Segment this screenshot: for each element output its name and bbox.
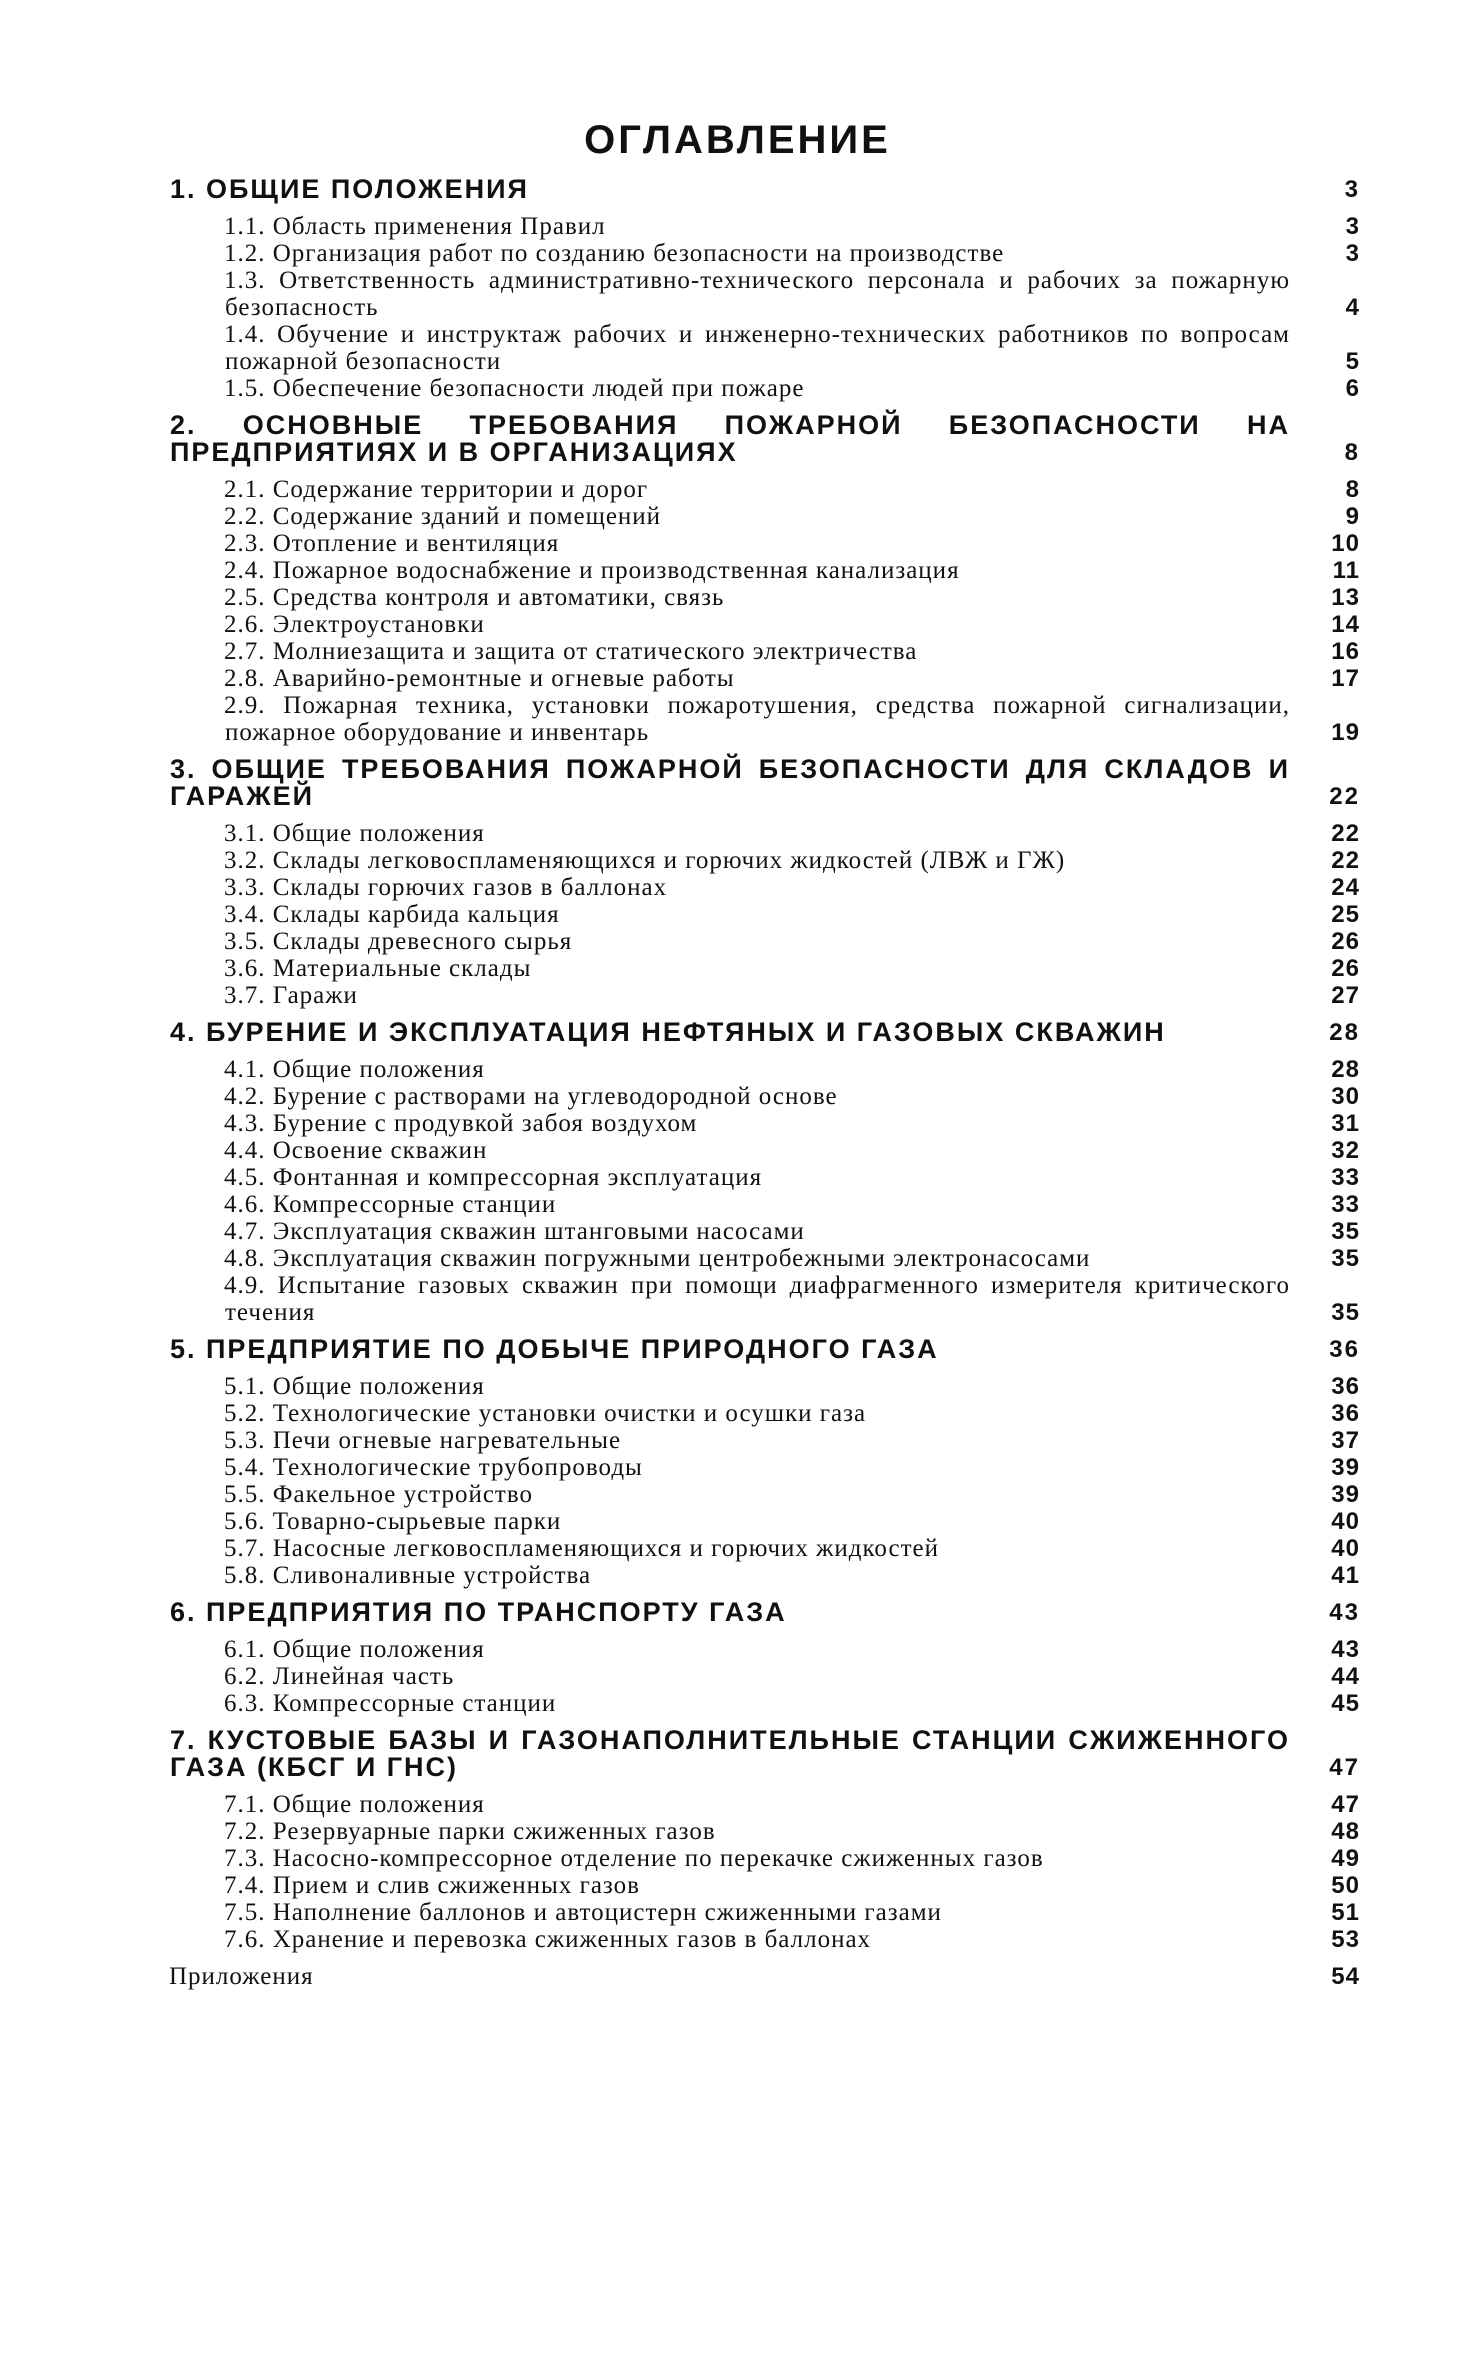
toc-entry-text: 2.9. Пожарная техника, установки пожаротушения, средства пожарной сигнализации, пожарное оборудование и инвентарь <box>224 692 1290 746</box>
toc-entry-text: 2.2. Содержание зданий и помещений <box>224 503 662 530</box>
toc-entry <box>170 584 1360 611</box>
toc-entry <box>170 1845 1360 1872</box>
toc-entry-page: 4 <box>1345 294 1360 321</box>
section-page-number: 47 <box>1329 1754 1360 1781</box>
toc-entry-text: 2.1. Содержание территории и дорог <box>224 476 649 503</box>
toc-entry <box>170 476 1360 503</box>
toc-entry-text: 4.3. Бурение с продувкой забоя воздухом <box>224 1110 698 1137</box>
toc-entry-text: 1.4. Обучение и инструктаж рабочих и инженерно-технических работников по вопросам пожарной безопасности <box>224 321 1290 375</box>
section-page-number: 36 <box>1329 1336 1360 1363</box>
toc-entry <box>170 611 1360 638</box>
toc-entry <box>170 847 1360 874</box>
toc-entry-text: 5.8. Сливоналивные устройства <box>224 1562 592 1589</box>
toc-entry <box>170 874 1360 901</box>
toc-entry-page: 35 <box>1331 1218 1360 1245</box>
toc-entry-page: 28 <box>1331 1056 1360 1083</box>
toc-section <box>170 412 1360 746</box>
toc-entry-text: 2.7. Молниезащита и защита от статического электричества <box>224 638 918 665</box>
toc-entry <box>170 928 1360 955</box>
toc-entry-page: 33 <box>1331 1164 1360 1191</box>
toc-entry-page: 36 <box>1331 1400 1360 1427</box>
toc-entry <box>170 1636 1360 1663</box>
toc-entry <box>170 1562 1360 1589</box>
section-heading-text: 1. ОБЩИЕ ПОЛОЖЕНИЯ <box>170 174 529 204</box>
appendix-page: 54 <box>1331 1963 1360 1990</box>
section-page-number: 8 <box>1344 439 1360 466</box>
toc-entry-text: 4.5. Фонтанная и компрессорная эксплуатация <box>224 1164 763 1191</box>
toc-entry <box>170 267 1360 321</box>
toc-entry <box>170 1872 1360 1899</box>
toc-entry-page: 24 <box>1331 874 1360 901</box>
section-page-number: 43 <box>1329 1599 1360 1626</box>
toc-entry-page: 31 <box>1331 1110 1360 1137</box>
toc-entry <box>170 240 1360 267</box>
toc-entry-page: 30 <box>1331 1083 1360 1110</box>
toc-entry-text: 4.4. Освоение скважин <box>224 1137 488 1164</box>
toc-entry-text: 5.3. Печи огневые нагревательные <box>224 1427 622 1454</box>
appendix-text: Приложения <box>169 1963 314 1990</box>
toc-entry-page: 40 <box>1331 1508 1360 1535</box>
section-heading <box>170 756 1360 810</box>
toc-entry-page: 32 <box>1331 1137 1360 1164</box>
toc-entry-page: 45 <box>1331 1690 1360 1717</box>
toc-entry-page: 40 <box>1331 1535 1360 1562</box>
toc-entry-page: 8 <box>1345 476 1360 503</box>
toc-entry-page: 44 <box>1331 1663 1360 1690</box>
toc-entry <box>170 1164 1360 1191</box>
toc-entry-page: 3 <box>1345 213 1360 240</box>
toc-entry-text: 5.6. Товарно-сырьевые парки <box>224 1508 562 1535</box>
toc-entry-page: 17 <box>1331 665 1360 692</box>
toc-entry <box>170 1427 1360 1454</box>
toc-entry <box>170 1110 1360 1137</box>
toc-entry-page: 25 <box>1331 901 1360 928</box>
section-heading-text: 5. ПРЕДПРИЯТИЕ ПО ДОБЫЧЕ ПРИРОДНОГО ГАЗА <box>170 1334 939 1364</box>
toc-entry-page: 33 <box>1331 1191 1360 1218</box>
toc-entry-text: 1.5. Обеспечение безопасности людей при пожаре <box>224 375 805 402</box>
toc-entry <box>170 1508 1360 1535</box>
toc-entry-page: 3 <box>1345 240 1360 267</box>
toc-entry-text: 5.5. Факельное устройство <box>224 1481 533 1508</box>
toc-entry-text: 5.7. Насосные легковоспламеняющихся и горючих жидкостей <box>224 1535 940 1562</box>
table-of-contents <box>170 176 1360 1990</box>
toc-entry-page: 27 <box>1331 982 1360 1009</box>
page-title: ОГЛАВЛЕНИЕ <box>584 118 891 162</box>
toc-entry-text: 7.3. Насосно-компрессорное отделение по перекачке сжиженных газов <box>224 1845 1044 1872</box>
toc-entry <box>170 1218 1360 1245</box>
section-heading <box>170 412 1360 466</box>
toc-entry-text: 6.3. Компрессорные станции <box>224 1690 557 1717</box>
toc-entry-text: 6.1. Общие положения <box>224 1636 485 1663</box>
toc-entry-page: 6 <box>1345 375 1360 402</box>
section-heading-text: 4. БУРЕНИЕ И ЭКСПЛУАТАЦИЯ НЕФТЯНЫХ И ГАЗОВЫХ СКВАЖИН <box>170 1017 1166 1047</box>
toc-section <box>170 1019 1360 1326</box>
toc-entry-text: 2.5. Средства контроля и автоматики, связь <box>224 584 725 611</box>
toc-entry-text: 4.9. Испытание газовых скважин при помощи диафрагменного измерителя критического течения <box>224 1272 1290 1326</box>
toc-entry-page: 9 <box>1345 503 1360 530</box>
toc-entry-page: 11 <box>1332 557 1360 584</box>
toc-entry-page: 22 <box>1331 820 1360 847</box>
section-heading <box>170 1599 1360 1626</box>
toc-entry <box>170 1083 1360 1110</box>
section-heading <box>170 1336 1360 1363</box>
section-heading <box>170 1019 1360 1046</box>
toc-entry <box>170 557 1360 584</box>
toc-entry-page: 35 <box>1331 1245 1360 1272</box>
toc-entry-text: 6.2. Линейная часть <box>224 1663 455 1690</box>
toc-section <box>170 756 1360 1009</box>
toc-entry-text: 1.3. Ответственность административно-технического персонала и рабочих за пожарную безопасность <box>224 267 1290 321</box>
toc-entry-page: 50 <box>1331 1872 1360 1899</box>
toc-entry-text: 4.8. Эксплуатация скважин погружными центробежными электронасосами <box>224 1245 1091 1272</box>
section-heading-text: 2. ОСНОВНЫЕ ТРЕБОВАНИЯ ПОЖАРНОЙ БЕЗОПАСНОСТИ НА ПРЕДПРИЯТИЯХ И В ОРГАНИЗАЦИЯХ <box>170 410 1290 467</box>
toc-entry-page: 26 <box>1331 955 1360 982</box>
toc-entry-page: 36 <box>1331 1373 1360 1400</box>
toc-entry-page: 51 <box>1331 1899 1360 1926</box>
toc-entry-page: 19 <box>1331 719 1360 746</box>
toc-section <box>170 1599 1360 1717</box>
toc-entry-page: 41 <box>1331 1562 1360 1589</box>
toc-entry <box>170 1373 1360 1400</box>
toc-entry-text: 3.3. Склады горючих газов в баллонах <box>224 874 668 901</box>
toc-entry <box>170 530 1360 557</box>
toc-entry <box>170 1690 1360 1717</box>
toc-section <box>170 1727 1360 1953</box>
toc-entry-page: 47 <box>1331 1791 1360 1818</box>
toc-entry-text: 3.4. Склады карбида кальция <box>224 901 560 928</box>
toc-entry-text: 3.6. Материальные склады <box>224 955 532 982</box>
toc-entry <box>170 1535 1360 1562</box>
toc-entry <box>170 321 1360 375</box>
toc-entry <box>170 901 1360 928</box>
toc-entry-text: 2.6. Электроустановки <box>224 611 485 638</box>
toc-entry-text: 3.2. Склады легковоспламеняющихся и горючих жидкостей (ЛВЖ и ГЖ) <box>224 847 1066 874</box>
toc-entry-text: 2.8. Аварийно-ремонтные и огневые работы <box>224 665 735 692</box>
toc-entry-page: 22 <box>1331 847 1360 874</box>
toc-entry <box>170 1818 1360 1845</box>
toc-entry-page: 35 <box>1331 1299 1360 1326</box>
toc-entry-text: 3.7. Гаражи <box>224 982 358 1009</box>
toc-entry-text: 4.2. Бурение с растворами на углеводородной основе <box>224 1083 838 1110</box>
toc-entry <box>170 692 1360 746</box>
toc-entry-text: 4.7. Эксплуатация скважин штанговыми насосами <box>224 1218 805 1245</box>
toc-entry <box>170 665 1360 692</box>
toc-entry-text: 1.1. Область применения Правил <box>224 213 606 240</box>
toc-entry <box>170 1400 1360 1427</box>
toc-entry <box>170 1454 1360 1481</box>
toc-entry <box>170 1056 1360 1083</box>
toc-entry-text: 5.2. Технологические установки очистки и осушки газа <box>224 1400 867 1427</box>
toc-entry-page: 5 <box>1345 348 1360 375</box>
toc-entry <box>170 955 1360 982</box>
toc-entry-text: 3.1. Общие положения <box>224 820 485 847</box>
toc-entry-text: 7.5. Наполнение баллонов и автоцистерн сжиженными газами <box>224 1899 942 1926</box>
toc-entry <box>170 1245 1360 1272</box>
toc-entry <box>170 1137 1360 1164</box>
toc-entry-page: 48 <box>1331 1818 1360 1845</box>
section-page-number: 28 <box>1329 1019 1360 1046</box>
section-heading-text: 6. ПРЕДПРИЯТИЯ ПО ТРАНСПОРТУ ГАЗА <box>170 1597 787 1627</box>
toc-entry <box>170 982 1360 1009</box>
toc-entry <box>170 1272 1360 1326</box>
appendix-entry <box>170 1963 1360 1990</box>
toc-entry-page: 49 <box>1331 1845 1360 1872</box>
toc-entry-page: 16 <box>1331 638 1360 665</box>
toc-entry-text: 7.1. Общие положения <box>224 1791 485 1818</box>
toc-entry-text: 7.6. Хранение и перевозка сжиженных газов в баллонах <box>224 1926 872 1953</box>
toc-entry <box>170 1899 1360 1926</box>
toc-entry <box>170 375 1360 402</box>
section-heading <box>170 1727 1360 1781</box>
toc-entry <box>170 503 1360 530</box>
section-heading <box>170 176 1360 203</box>
toc-entry-page: 39 <box>1331 1481 1360 1508</box>
toc-entry <box>170 1663 1360 1690</box>
section-heading-text: 7. КУСТОВЫЕ БАЗЫ И ГАЗОНАПОЛНИТЕЛЬНЫЕ СТАНЦИИ СЖИЖЕННОГО ГАЗА (КБСГ И ГНС) <box>170 1725 1290 1782</box>
toc-entry-text: 1.2. Организация работ по созданию безопасности на производстве <box>224 240 1005 267</box>
toc-entry-text: 2.3. Отопление и вентиляция <box>224 530 560 557</box>
toc-entry <box>170 1926 1360 1953</box>
toc-entry-page: 26 <box>1331 928 1360 955</box>
toc-entry <box>170 213 1360 240</box>
toc-entry <box>170 1791 1360 1818</box>
toc-entry-text: 4.6. Компрессорные станции <box>224 1191 557 1218</box>
toc-entry-page: 14 <box>1331 611 1360 638</box>
section-page-number: 22 <box>1329 783 1360 810</box>
toc-entry-text: 3.5. Склады древесного сырья <box>224 928 573 955</box>
toc-entry-text: 5.1. Общие положения <box>224 1373 485 1400</box>
toc-entry-text: 7.4. Прием и слив сжиженных газов <box>224 1872 640 1899</box>
toc-entry-page: 43 <box>1331 1636 1360 1663</box>
section-page-number: 3 <box>1344 176 1360 203</box>
toc-section <box>170 176 1360 402</box>
toc-entry-text: 5.4. Технологические трубопроводы <box>224 1454 643 1481</box>
toc-entry-text: 7.2. Резервуарные парки сжиженных газов <box>224 1818 716 1845</box>
toc-entry-text: 2.4. Пожарное водоснабжение и производственная канализация <box>224 557 960 584</box>
toc-entry <box>170 1191 1360 1218</box>
toc-entry-page: 53 <box>1331 1926 1360 1953</box>
toc-entry-page: 37 <box>1331 1427 1360 1454</box>
toc-entry-page: 39 <box>1331 1454 1360 1481</box>
toc-entry <box>170 1481 1360 1508</box>
toc-entry <box>170 638 1360 665</box>
toc-entry-page: 10 <box>1331 530 1360 557</box>
toc-entry-page: 13 <box>1331 584 1360 611</box>
section-heading-text: 3. ОБЩИЕ ТРЕБОВАНИЯ ПОЖАРНОЙ БЕЗОПАСНОСТИ ДЛЯ СКЛАДОВ И ГАРАЖЕЙ <box>170 754 1290 811</box>
toc-entry <box>170 820 1360 847</box>
toc-section <box>170 1336 1360 1589</box>
toc-entry-text: 4.1. Общие положения <box>224 1056 485 1083</box>
